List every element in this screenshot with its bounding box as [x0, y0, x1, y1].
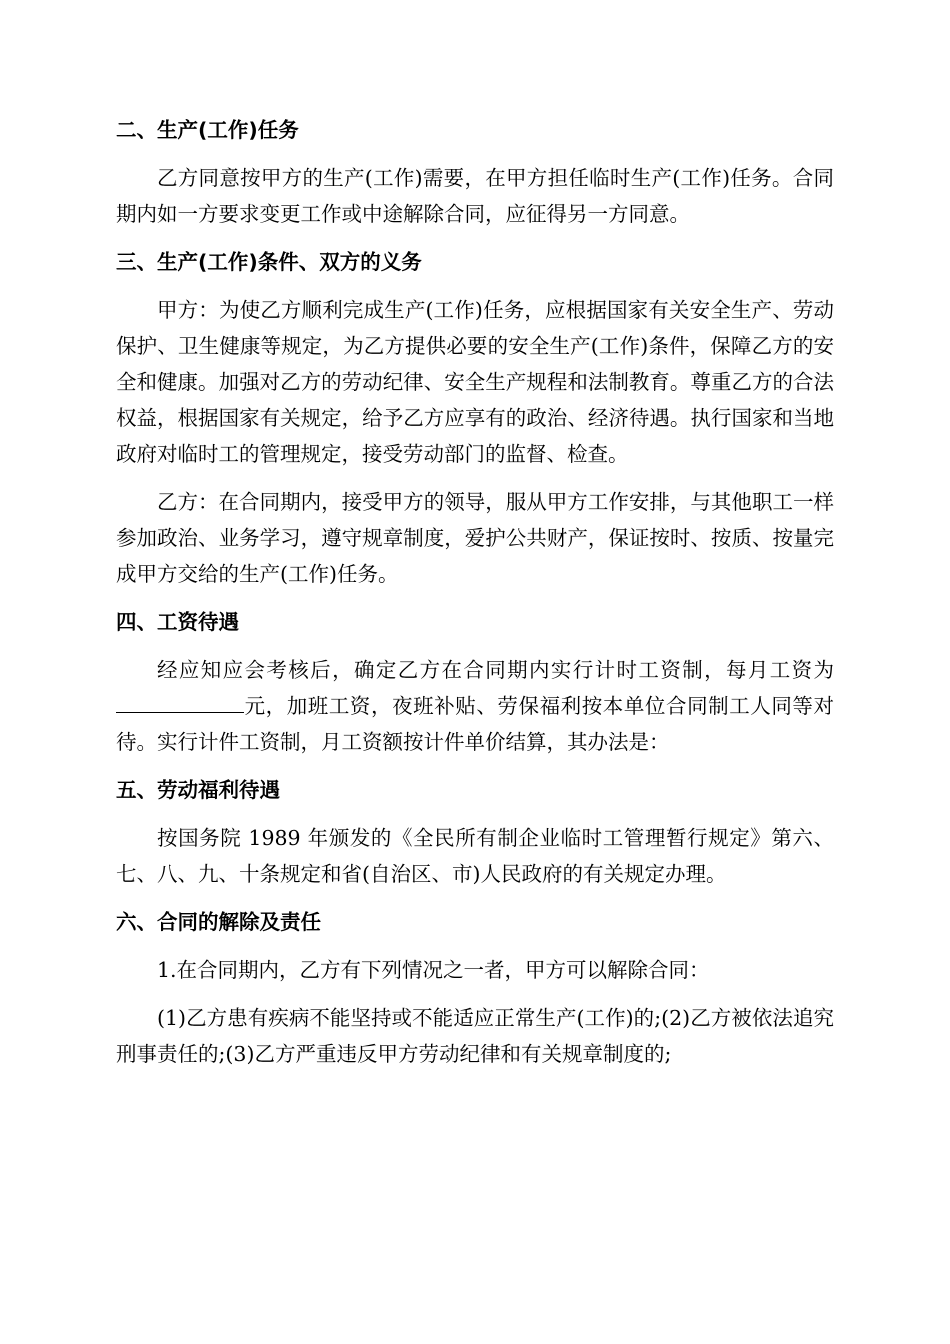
section-heading-production-task: 二、生产(工作)任务 [116, 118, 299, 142]
paragraph-termination-conditions: (1)乙方患有疾病不能坚持或不能适应正常生产(工作)的;(2)乙方被依法追究刑事责任的;(3)乙方严重违反甲方劳动纪律和有关规章制度的; [116, 1006, 834, 1066]
section-heading-termination: 六、合同的解除及责任 [116, 910, 321, 934]
wages-text-before-blank: 经应知应会考核后，确定乙方在合同期内实行计时工资制，每月工资为 [157, 658, 834, 682]
wages-text-after-blank: 元，加班工资，夜班补贴、劳保福利按本单位合同制工人同等对待。实行计件工资制，月工资额按计件单价结算，其办法是： [116, 694, 834, 754]
wage-amount-blank [116, 690, 244, 713]
paragraph-welfare: 按国务院 1989 年颁发的《全民所有制企业临时工管理暂行规定》第六、七、八、九、十条规定和省(自治区、市)人民政府的有关规定办理。 [116, 826, 834, 886]
paragraph-termination-intro: 1.在合同期内，乙方有下列情况之一者，甲方可以解除合同： [157, 958, 710, 982]
section-heading-welfare: 五、劳动福利待遇 [116, 778, 280, 802]
paragraph-party-a-obligations: 甲方：为使乙方顺利完成生产(工作)任务，应根据国家有关安全生产、劳动保护、卫生健康等规定，为乙方提供必要的安全生产(工作)条件，保障乙方的安全和健康。加强对乙方的劳动纪律、安全生产规程和法制教育。尊重乙方的合法权益，根据国家有关规定，给予乙方应享有的政治、经济待遇。执行国家和当地政府对临时工的管理规定，接受劳动部门的监督、检查。 [116, 298, 834, 466]
section-heading-wages: 四、工资待遇 [116, 610, 239, 634]
paragraph-wages [116, 652, 834, 760]
section-heading-conditions-obligations: 三、生产(工作)条件、双方的义务 [116, 250, 422, 274]
document-body [116, 112, 834, 1084]
paragraph-party-b-obligations: 乙方：在合同期内，接受甲方的领导，服从甲方工作安排，与其他职工一样参加政治、业务学习，遵守规章制度，爱护公共财产，保证按时、按质、按量完成甲方交给的生产(工作)任务。 [116, 490, 834, 586]
paragraph-production-task: 乙方同意按甲方的生产(工作)需要，在甲方担任临时生产(工作)任务。合同期内如一方要求变更工作或中途解除合同，应征得另一方同意。 [116, 166, 834, 226]
